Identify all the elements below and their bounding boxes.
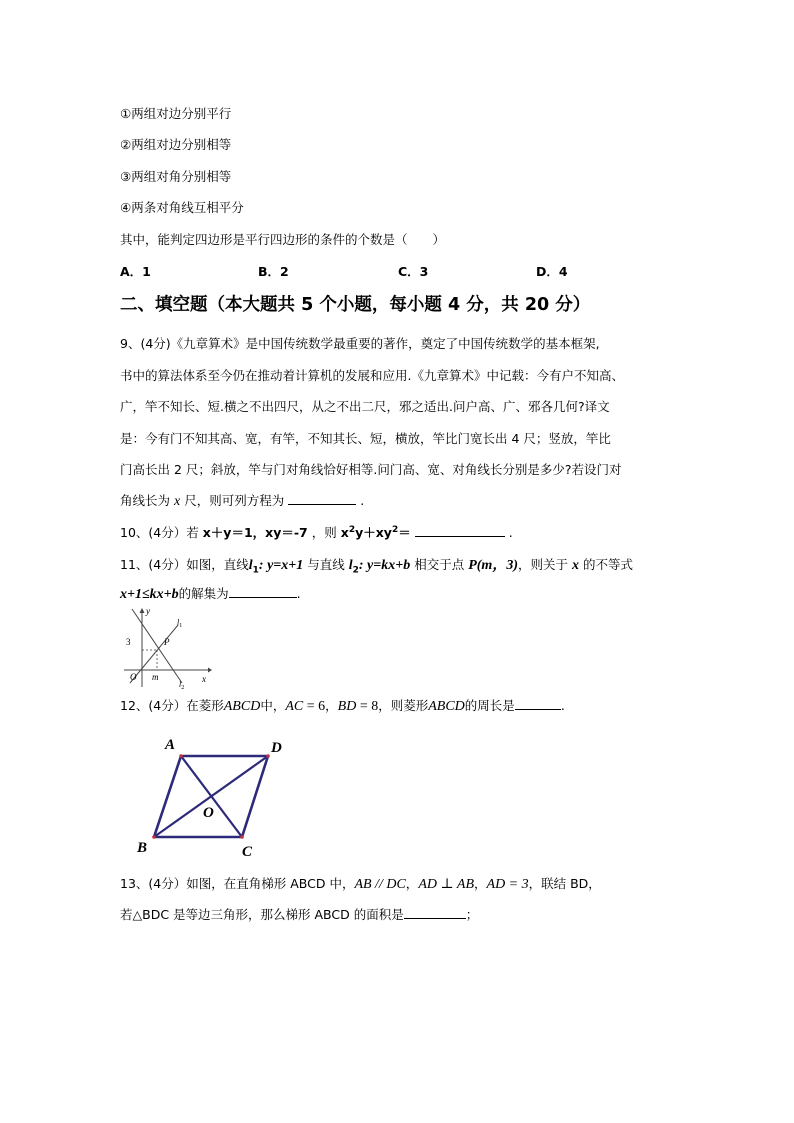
- q9-line-5: 门高长出 2 尺；斜放，竿与门对角线恰好相等.问门高、宽、对角线长分别是多少?若设门对: [120, 462, 622, 477]
- expr-part: x: [340, 525, 349, 540]
- q9-text-b: 尺，则可列方程为: [184, 493, 285, 508]
- option-b: B．2: [258, 264, 289, 279]
- q9-line-4: 是：今有门不知其高、宽，有竿，不知其长、短，横放，竿比门宽长出 4 尺；竖放，竿比: [120, 431, 611, 446]
- y-axis-arrow: [140, 608, 145, 613]
- point-p: P(m，3): [468, 558, 518, 573]
- q11-mid5: 的解集为: [178, 586, 229, 601]
- exponent: 2: [348, 524, 356, 535]
- q11-line-2: [120, 584, 301, 603]
- label-origin: O: [130, 672, 137, 682]
- q11-end: .: [296, 586, 301, 601]
- cond-parallel: AB // DC: [354, 877, 406, 892]
- q11-prefix: 11、(4分）如图，直线: [120, 557, 249, 572]
- label-c: C: [242, 844, 253, 860]
- answer-blank[interactable]: [229, 585, 297, 598]
- inequality: x+1≤kx+b: [120, 587, 179, 602]
- q13-end: ；: [465, 907, 479, 922]
- option-d: D．4: [536, 264, 568, 279]
- vertex-a: [179, 754, 183, 758]
- q9-var-x: x: [174, 494, 181, 509]
- q10-line: [120, 523, 513, 541]
- line-l1-name: l: [248, 558, 253, 573]
- q12-sep: ，: [325, 698, 338, 713]
- option-c: C．3: [398, 264, 429, 279]
- answer-blank[interactable]: [288, 492, 356, 505]
- diagonal-bd: [154, 756, 268, 837]
- label-o: O: [203, 805, 214, 821]
- q12-mid1: 中，: [260, 698, 286, 713]
- label-3: 3: [126, 637, 131, 647]
- q9-line-6: [120, 491, 364, 510]
- diag-ac: AC: [285, 699, 304, 714]
- vertex-c: [240, 835, 244, 839]
- q11-mid4: 的不等式: [582, 557, 633, 572]
- q13-sep1: ，: [405, 876, 419, 891]
- option-a: A．1: [120, 264, 151, 279]
- q11-mid2: 相交于点: [414, 557, 465, 572]
- line-l1-sub: 1: [252, 565, 259, 576]
- q10-end: .: [508, 525, 513, 540]
- x-axis-arrow: [208, 668, 212, 673]
- q12-mid2: ，则菱形: [378, 698, 429, 713]
- section-title: 二、填空题（本大题共 5 个小题，每小题 4 分，共 20 分）: [120, 295, 591, 315]
- q13-line-1: [120, 874, 601, 893]
- q12-end: .: [560, 698, 565, 713]
- q13-line2-text: 若△BDC 是等边三角形，那么梯形 ABCD 的面积是: [120, 907, 404, 922]
- answer-blank[interactable]: [515, 697, 561, 710]
- q11-line-1: [120, 554, 633, 574]
- rhombus-name: ABCD: [223, 699, 261, 714]
- q13-sep2: ，: [474, 876, 487, 891]
- line-l2-eq: : y=kx+b: [358, 558, 411, 573]
- expr-part: ＝: [398, 525, 411, 540]
- figure-q11-graph: [120, 603, 215, 691]
- diag-bd: BD: [337, 699, 357, 714]
- answer-blank[interactable]: [404, 906, 466, 919]
- q13-suffix: ，联结 BD，: [528, 876, 601, 891]
- q10-prefix: 10、(4分）若: [120, 525, 199, 540]
- q9-line-2: 书中的算法体系至今仍在推动着计算机的发展和应用.《九章算术》中记载：今有户不知高、: [120, 368, 624, 383]
- q9-end: .: [360, 493, 365, 508]
- q12-prefix: 12、(4分）在菱形: [120, 698, 224, 713]
- q13-prefix: 13、(4分）如图，在直角梯形 ABCD 中，: [120, 876, 355, 891]
- label-p: P: [164, 637, 170, 647]
- exponent: 2: [391, 524, 399, 535]
- q10-mid: ，则: [311, 525, 337, 540]
- cond-perp: AD ⊥ AB: [418, 877, 474, 892]
- rhombus-name: ABCD: [428, 699, 465, 714]
- q8-stem: 其中，能判定四边形是平行四边形的条件的个数是（ ）: [120, 232, 446, 247]
- q12-line: [120, 696, 565, 715]
- label-b: B: [137, 840, 148, 856]
- answer-blank[interactable]: [415, 524, 505, 537]
- q11-mid3: ，则关于: [517, 557, 568, 572]
- q11-mid1: 与直线: [307, 557, 345, 572]
- q12-mid3: 的周长是: [464, 698, 515, 713]
- q9-line-1: 9、(4分)《九章算术》是中国传统数学最重要的著作，奠定了中国传统数学的基本框架,: [120, 336, 600, 351]
- vertex-b: [152, 835, 156, 839]
- condition-3: ③两组对角分别相等: [120, 169, 232, 184]
- label-l1: $l_1$: [177, 618, 183, 629]
- label-l2: $l_2$: [179, 680, 185, 691]
- expr-part: y＋xy: [355, 525, 392, 540]
- var-x: x: [571, 558, 579, 573]
- vertex-d: [266, 754, 270, 758]
- label-x: x: [202, 674, 206, 684]
- diag-bd-value: = 8: [356, 699, 379, 714]
- line-l2-sub: 2: [352, 565, 359, 576]
- label-m: m: [152, 672, 159, 682]
- line-l1-eq: : y=x+1: [258, 558, 304, 573]
- q10-condition: x＋y＝1，xy＝-7: [202, 525, 308, 540]
- condition-1: ①两组对边分别平行: [120, 106, 232, 121]
- q10-expression: [341, 525, 411, 540]
- q13-line-2: [120, 905, 478, 923]
- label-a: A: [165, 737, 176, 753]
- q9-line-3: 广，竿不知长、短.横之不出四尺，从之不出二尺，邪之适出.问户高、广、邪各几何?译文: [120, 399, 610, 414]
- cond-length: AD = 3: [486, 877, 529, 892]
- diag-ac-value: = 6: [303, 699, 326, 714]
- condition-2: ②两组对边分别相等: [120, 137, 232, 152]
- condition-4: ④两条对角线互相平分: [120, 200, 244, 215]
- line-l2-name: l: [348, 558, 353, 573]
- label-y: y: [146, 606, 150, 616]
- label-d: D: [271, 740, 282, 756]
- figure-q12-rhombus: [130, 732, 295, 862]
- q9-text-a: 角线长为: [120, 493, 171, 508]
